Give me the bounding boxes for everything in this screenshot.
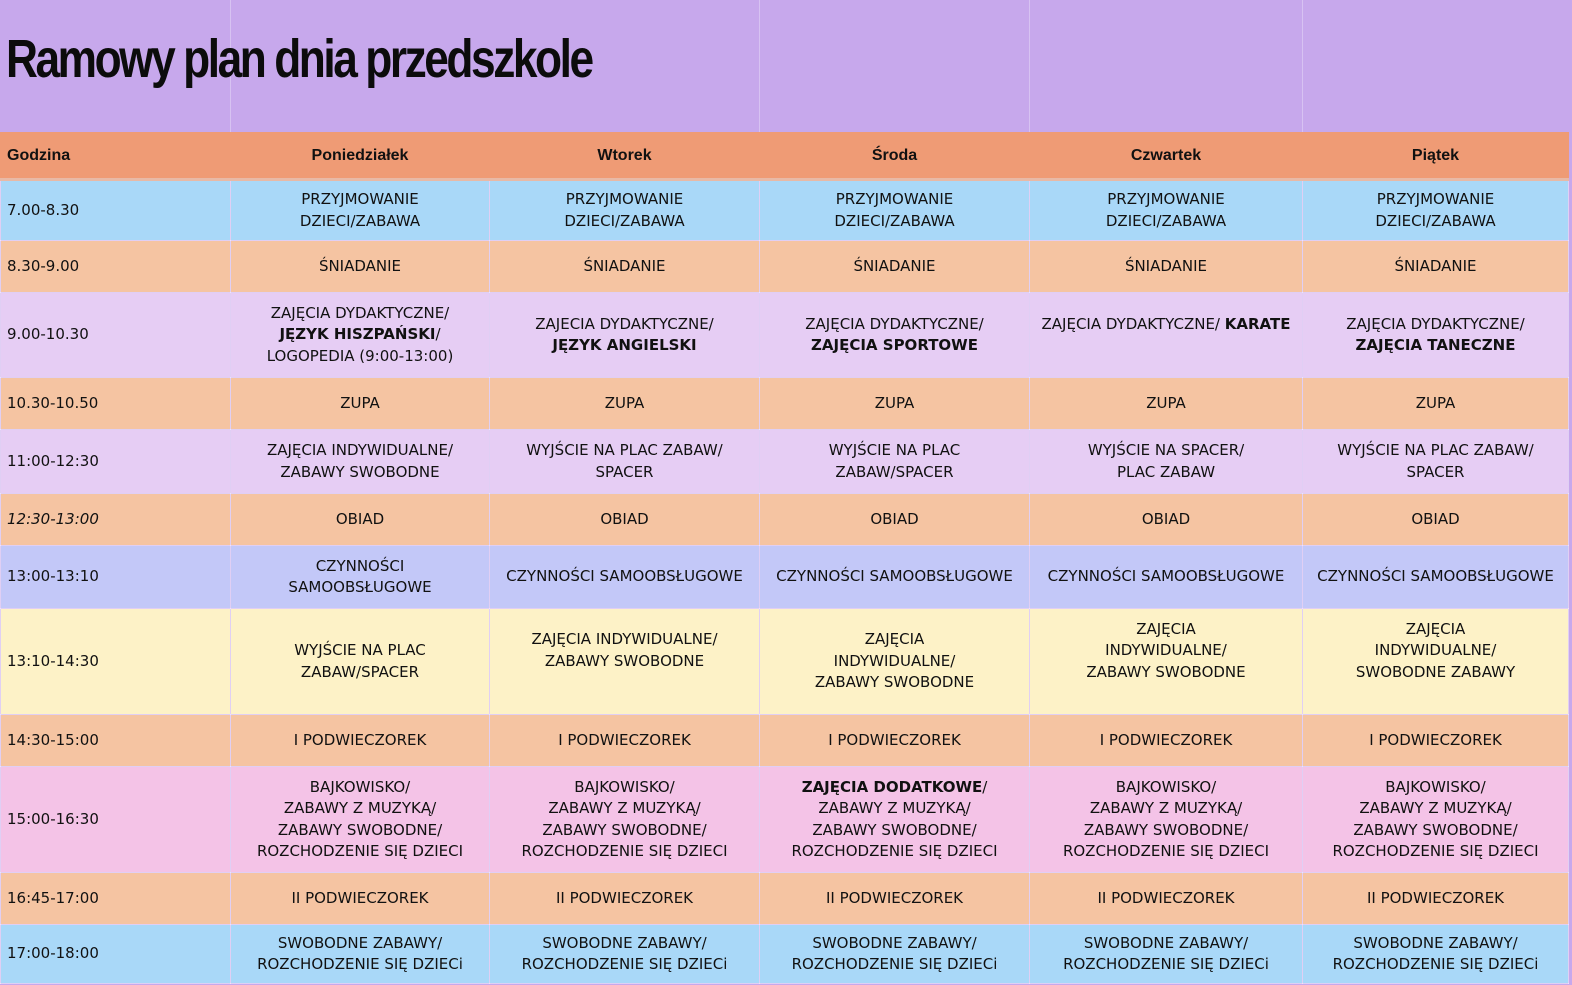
activity-text: [1164, 684, 1169, 702]
activity-text: SPACER: [595, 462, 654, 481]
activity-text: ŚNIADANIE: [1394, 256, 1477, 275]
activity-cell-wednesday: [760, 241, 1030, 293]
time-cell: 15:00-16:30: [1, 767, 231, 873]
activity-text: SWOBODNE ZABAWY/: [277, 933, 443, 952]
activity-text: ZABAWY SWOBODNE: [544, 651, 705, 670]
activity-cell-friday: [1303, 546, 1569, 609]
activity-text: ROZCHODZENIE SIĘ DZIECI: [256, 842, 464, 860]
activity-text: II PODWIECZOREK: [1097, 888, 1235, 907]
activity-text: ZAJĘCIA DYDAKTYCZNE/: [270, 303, 450, 322]
activity-cell-monday: [231, 293, 490, 378]
header-tuesday: Wtorek: [490, 133, 760, 180]
activity-text: I PODWIECZOREK: [1369, 730, 1502, 749]
activity-text: ŚNIADANIE: [853, 256, 936, 275]
activity-text: ZAJĘCIA: [864, 630, 925, 649]
activity-text: ROZCHODZENIE SIĘ DZIECi: [257, 955, 463, 973]
activity-text: ZUPA: [340, 393, 380, 412]
activity-text-bold: ZAJĘCIA DODATKOWE: [801, 777, 983, 796]
activity-text: WYJŚCIE NA PLAC: [294, 641, 426, 659]
activity-cell-thursday: [1030, 293, 1303, 378]
activity-text: OBIAD: [870, 509, 919, 528]
activity-text: CZYNNOŚCI SAMOOBSŁUGOWE: [1317, 567, 1554, 586]
activity-text: CZYNNOŚCI SAMOOBSŁUGOWE: [776, 567, 1013, 586]
activity-text: II PODWIECZOREK: [825, 888, 964, 907]
time-cell: 11:00-12:30: [1, 430, 231, 494]
activity-text: ZAJĘCIA INDYWIDUALNE/: [531, 630, 718, 649]
activity-cell-wednesday: [760, 180, 1030, 241]
activity-text: DZIECI/ZABAWA: [1375, 211, 1496, 230]
activity-cell-monday: [231, 715, 490, 767]
activity-cell-tuesday: [490, 609, 760, 715]
time-cell: 10.30-10.50: [1, 378, 231, 430]
activity-cell-monday: [231, 767, 490, 873]
activity-text: ZABAWY Z MUZYKĄ/: [1359, 799, 1512, 817]
table-row: [1, 293, 1569, 378]
activity-text: BAJKOWISKO/: [574, 777, 675, 796]
activity-cell-thursday: [1030, 180, 1303, 241]
activity-cell-thursday: [1030, 715, 1303, 767]
activity-text: II PODWIECZOREK: [1366, 888, 1505, 907]
activity-cell-monday: [231, 430, 490, 494]
activity-text: PRZYJMOWANIE: [565, 190, 684, 208]
activity-text: ZABAWY SWOBODNE: [280, 462, 440, 481]
activity-text: I PODWIECZOREK: [828, 730, 961, 749]
activity-text: ZABAWY SWOBODNE/: [542, 820, 707, 839]
table-row: [1, 609, 1569, 715]
table-row: [1, 180, 1569, 241]
activity-text: CZYNNOŚCI: [315, 556, 405, 575]
activity-cell-monday: [231, 180, 490, 241]
activity-cell-thursday: [1030, 546, 1303, 609]
activity-text: ZABAWY Z MUZYKĄ/: [283, 799, 437, 817]
header-friday: Piątek: [1303, 133, 1569, 180]
activity-cell-wednesday: [760, 873, 1030, 925]
activity-text-bold: ZAJĘCIA SPORTOWE: [811, 336, 978, 354]
activity-text: BAJKOWISKO/: [309, 777, 411, 796]
activity-cell-monday: [231, 925, 490, 984]
activity-text: DZIECI/ZABAWA: [299, 211, 421, 230]
activity-cell-wednesday: [760, 546, 1030, 609]
activity-cell-thursday: [1030, 609, 1303, 715]
activity-cell-tuesday: [490, 925, 760, 984]
activity-text: PRZYJMOWANIE: [835, 190, 954, 208]
activity-text: ZABAWY SWOBODNE: [1086, 662, 1246, 681]
activity-cell-friday: [1303, 609, 1569, 715]
activity-cell-thursday: [1030, 873, 1303, 925]
activity-cell-friday: [1303, 378, 1569, 430]
activity-cell-thursday: [1030, 494, 1303, 546]
activity-cell-wednesday: [760, 715, 1030, 767]
activity-text: ZAJĘCIA: [1136, 619, 1196, 638]
activity-text: ROZCHODZENIE SIĘ DZIECI: [791, 842, 998, 860]
header-monday: Poniedziałek: [231, 133, 490, 180]
activity-text: DZIECI/ZABAWA: [564, 211, 685, 230]
activity-text: /: [435, 325, 441, 344]
table-row: [1, 767, 1569, 873]
activity-text: ZABAWY Z MUZYKĄ/: [818, 799, 971, 817]
time-cell: 9.00-10.30: [1, 293, 231, 378]
activity-cell-friday: [1303, 494, 1569, 546]
activity-cell-friday: [1303, 925, 1569, 984]
activity-cell-wednesday: [760, 925, 1030, 984]
activity-text: ZABAWY SWOBODNE: [814, 673, 975, 692]
activity-text: ZABAWY SWOBODNE/: [1083, 820, 1249, 839]
header-hour: Godzina: [1, 133, 231, 180]
activity-text: WYJŚCIE NA SPACER/: [1087, 441, 1245, 459]
activity-text: II PODWIECZOREK: [291, 888, 429, 907]
activity-text: ZAJĘCIA DYDAKTYCZNE/: [1346, 314, 1525, 333]
activity-text: WYJŚCIE NA PLAC ZABAW/: [526, 441, 723, 459]
activity-text: ZAJĘCIA: [1405, 619, 1466, 638]
activity-text: ZABAWY SWOBODNE/: [812, 820, 977, 839]
activity-cell-friday: [1303, 180, 1569, 241]
activity-text: CZYNNOŚCI SAMOOBSŁUGOWE: [506, 567, 743, 586]
activity-text: PLAC ZABAW: [1116, 462, 1216, 481]
activity-cell-monday: [231, 494, 490, 546]
table-row: [1, 925, 1569, 984]
activity-text-bold: KARATE: [1224, 314, 1291, 333]
table-row: [1, 241, 1569, 293]
time-cell: 13:10-14:30: [1, 609, 231, 715]
activity-text: OBIAD: [1411, 509, 1460, 528]
activity-cell-wednesday: [760, 430, 1030, 494]
activity-text: INDYWIDUALNE/: [1105, 641, 1227, 659]
activity-text: /: [982, 777, 988, 796]
activity-text: ROZCHODZENIE SIĘ DZIECi: [791, 955, 998, 973]
activity-text-bold: ZAJĘCIA TANECZNE: [1355, 336, 1516, 354]
activity-text: SWOBODNE ZABAWY/: [812, 933, 977, 952]
activity-text: I PODWIECZOREK: [1099, 730, 1233, 749]
activity-cell-friday: [1303, 715, 1569, 767]
activity-text: ZAJĘCIA DYDAKTYCZNE/: [1041, 314, 1225, 333]
activity-text: ZAJĘCIA DYDAKTYCZNE/: [805, 314, 984, 333]
activity-cell-tuesday: [490, 378, 760, 430]
activity-text: ROZCHODZENIE SIĘ DZIECI: [521, 842, 728, 860]
schedule-table: [0, 132, 1569, 984]
activity-text: INDYWIDUALNE/: [833, 651, 956, 670]
activity-text-bold: JĘZYK ANGIELSKI: [552, 336, 697, 354]
activity-text: DZIECI/ZABAWA: [1105, 211, 1227, 230]
activity-text: SWOBODNE ZABAWY/: [1353, 933, 1518, 952]
activity-cell-friday: [1303, 430, 1569, 494]
activity-text: SWOBODNE ZABAWY: [1355, 662, 1516, 681]
time-cell: 7.00-8.30: [1, 180, 231, 241]
header-row: [1, 133, 1569, 180]
activity-text: PRZYJMOWANIE: [301, 190, 419, 208]
activity-cell-tuesday: [490, 430, 760, 494]
time-cell: 14:30-15:00: [1, 715, 231, 767]
activity-text: BAJKOWISKO/: [1115, 777, 1217, 796]
table-row: [1, 494, 1569, 546]
activity-text: DZIECI/ZABAWA: [834, 211, 955, 230]
activity-text: BAJKOWISKO/: [1385, 777, 1486, 796]
activity-text: OBIAD: [335, 509, 385, 528]
activity-text: SAMOOBSŁUGOWE: [288, 578, 432, 596]
activity-cell-thursday: [1030, 925, 1303, 984]
activity-text-bold: JĘZYK HISZPAŃSKI: [279, 325, 436, 344]
activity-cell-friday: [1303, 293, 1569, 378]
activity-cell-tuesday: [490, 715, 760, 767]
activity-text: INDYWIDUALNE/: [1374, 641, 1497, 659]
activity-cell-thursday: [1030, 378, 1303, 430]
activity-cell-wednesday: [760, 494, 1030, 546]
activity-cell-tuesday: [490, 767, 760, 873]
activity-text: ŚNIADANIE: [583, 256, 666, 275]
activity-cell-monday: [231, 546, 490, 609]
activity-cell-tuesday: [490, 241, 760, 293]
activity-text: SWOBODNE ZABAWY/: [1083, 933, 1249, 952]
activity-text: ROZCHODZENIE SIĘ DZIECI: [1332, 842, 1539, 860]
activity-text: ZUPA: [1146, 393, 1186, 412]
activity-text: ŚNIADANIE: [1124, 256, 1208, 275]
header-thursday: Czwartek: [1030, 133, 1303, 180]
activity-cell-thursday: [1030, 430, 1303, 494]
activity-text: [1433, 684, 1438, 702]
activity-text: ZABAWY SWOBODNE/: [277, 820, 443, 839]
activity-cell-tuesday: [490, 873, 760, 925]
activity-text: ZAJĘCIA INDYWIDUALNE/: [266, 441, 454, 459]
time-cell: 12:30-13:00: [1, 494, 231, 546]
activity-text: SWOBODNE ZABAWY/: [542, 933, 707, 952]
table-row: [1, 378, 1569, 430]
activity-cell-monday: [231, 378, 490, 430]
page-title: Ramowy plan dnia przedszkole: [6, 29, 592, 89]
activity-text: PRZYJMOWANIE: [1107, 190, 1225, 208]
activity-text: ROZCHODZENIE SIĘ DZIECi: [1332, 955, 1539, 973]
activity-cell-tuesday: [490, 293, 760, 378]
activity-cell-tuesday: [490, 180, 760, 241]
activity-cell-friday: [1303, 241, 1569, 293]
activity-text: I PODWIECZOREK: [558, 730, 691, 749]
activity-cell-tuesday: [490, 494, 760, 546]
activity-text: SPACER: [1406, 462, 1465, 481]
activity-text: OBIAD: [1141, 509, 1191, 528]
activity-text: I PODWIECZOREK: [293, 730, 427, 749]
activity-text: ZABAWY Z MUZYKĄ/: [548, 799, 701, 817]
table-row: [1, 873, 1569, 925]
activity-cell-wednesday: [760, 767, 1030, 873]
table-row: [1, 715, 1569, 767]
activity-cell-wednesday: [760, 293, 1030, 378]
activity-cell-tuesday: [490, 546, 760, 609]
activity-cell-thursday: [1030, 767, 1303, 873]
activity-text: LOGOPEDIA (9:00-13:00): [266, 346, 454, 365]
activity-cell-monday: [231, 241, 490, 293]
activity-cell-wednesday: [760, 378, 1030, 430]
activity-cell-wednesday: [760, 609, 1030, 715]
time-cell: 13:00-13:10: [1, 546, 231, 609]
activity-cell-monday: [231, 609, 490, 715]
activity-text: ZUPA: [604, 393, 645, 412]
activity-text: CZYNNOŚCI SAMOOBSŁUGOWE: [1047, 567, 1285, 586]
activity-text: ŚNIADANIE: [318, 256, 402, 275]
table-row: [1, 430, 1569, 494]
activity-cell-friday: [1303, 873, 1569, 925]
activity-text: ZABAWY SWOBODNE/: [1353, 820, 1518, 839]
activity-text: WYJŚCIE NA PLAC ZABAW/: [1337, 441, 1534, 459]
time-cell: 8.30-9.00: [1, 241, 231, 293]
activity-text: WYJŚCIE NA PLAC: [828, 441, 961, 459]
activity-text: ZABAWY Z MUZYKĄ/: [1089, 799, 1243, 817]
activity-text: ZABAW/SPACER: [300, 662, 420, 681]
time-cell: 16:45-17:00: [1, 873, 231, 925]
activity-text: ZUPA: [1415, 393, 1456, 412]
activity-text: ROZCHODZENIE SIĘ DZIECI: [1062, 842, 1270, 860]
activity-text: ROZCHODZENIE SIĘ DZIECi: [521, 955, 728, 973]
activity-text: [1164, 336, 1169, 354]
activity-text: [622, 673, 627, 691]
activity-text: II PODWIECZOREK: [555, 888, 694, 907]
schedule-body: [1, 180, 1569, 984]
activity-text: PRZYJMOWANIE: [1376, 190, 1495, 208]
activity-text: ZAJECIA DYDAKTYCZNE/: [535, 314, 714, 333]
activity-text: ZUPA: [874, 393, 915, 412]
title-band: [0, 0, 1572, 132]
header-wednesday: Środa: [760, 133, 1030, 180]
activity-text: ZABAW/SPACER: [835, 462, 954, 481]
time-cell: 17:00-18:00: [1, 925, 231, 984]
activity-cell-friday: [1303, 767, 1569, 873]
activity-text: ROZCHODZENIE SIĘ DZIECi: [1063, 955, 1269, 973]
activity-text: OBIAD: [600, 509, 649, 528]
activity-cell-thursday: [1030, 241, 1303, 293]
table-row: [1, 546, 1569, 609]
activity-cell-monday: [231, 873, 490, 925]
